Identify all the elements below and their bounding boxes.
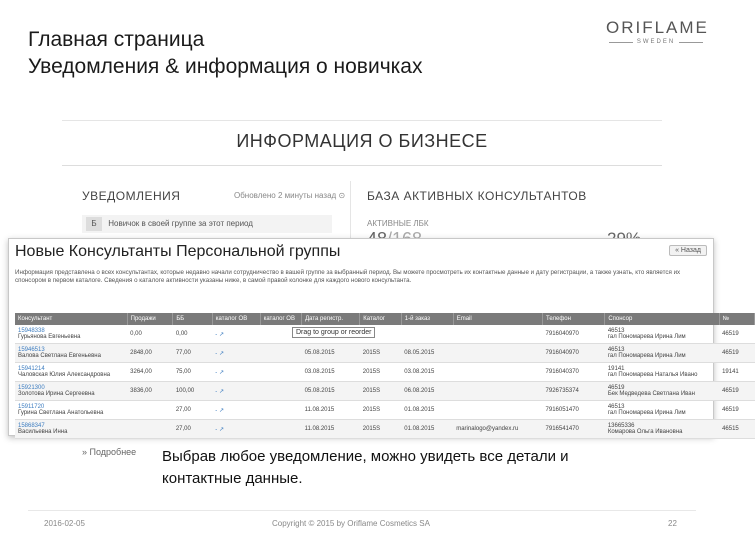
column-header[interactable]: каталог ОВ bbox=[260, 313, 302, 325]
active-base-title: БАЗА АКТИВНЫХ КОНСУЛЬТАНТОВ bbox=[367, 189, 587, 203]
table-cell: - ↗ bbox=[212, 363, 260, 382]
column-header[interactable]: Телефон bbox=[543, 313, 605, 325]
column-header[interactable]: Email bbox=[453, 313, 542, 325]
table-cell: 2848,00 bbox=[127, 344, 173, 363]
consultants-table bbox=[15, 313, 755, 439]
notification-item[interactable] bbox=[82, 215, 332, 233]
table-row[interactable] bbox=[15, 325, 755, 344]
table-cell: 7916541470 bbox=[543, 420, 605, 439]
caption-line1: Выбрав любое уведомление, можно увидеть все детали и bbox=[162, 448, 569, 465]
table-cell: 0,00 bbox=[127, 325, 173, 344]
table-cell: 46519 bbox=[719, 344, 754, 363]
table-cell: 01.08.2015 bbox=[401, 401, 453, 420]
consultant-cell[interactable]: 15948338 Гурьянова Евгеньевна bbox=[15, 325, 127, 344]
sponsor-cell: 46513 гал Пономарева Ирина Лим bbox=[605, 401, 719, 420]
table-header bbox=[15, 313, 755, 325]
column-header[interactable]: каталог ОВ bbox=[212, 313, 260, 325]
table-row[interactable] bbox=[15, 382, 755, 401]
table-cell: 11.08.2015 bbox=[302, 420, 360, 439]
table-cell: 03.08.2015 bbox=[302, 363, 360, 382]
table-cell: 01.08.2015 bbox=[401, 420, 453, 439]
table-row[interactable] bbox=[15, 363, 755, 382]
table-cell: 2015S bbox=[360, 382, 402, 401]
table-cell bbox=[260, 344, 302, 363]
table-cell bbox=[453, 401, 542, 420]
footer-date: 2016-02-05 bbox=[44, 519, 85, 528]
table-cell: 46515 bbox=[719, 420, 754, 439]
column-header[interactable]: Дата регистр. bbox=[302, 313, 360, 325]
table-cell: 7916051470 bbox=[543, 401, 605, 420]
notifications-updated: Обновлено 2 минуты назад ⊙ bbox=[234, 191, 346, 200]
table-cell bbox=[401, 325, 453, 344]
active-label: АКТИВНЫЕ ЛБК bbox=[367, 219, 429, 228]
table-cell: 7916040970 bbox=[543, 325, 605, 344]
page-number: 22 bbox=[668, 519, 677, 528]
table-body bbox=[15, 325, 755, 439]
table-cell: 77,00 bbox=[173, 344, 212, 363]
panel-title: Новые Консультанты Персональной группы bbox=[15, 243, 341, 260]
panel-description: Информация представлена о всех консультантах, которые недавно начали сотрудничество в вашей группе за выбранный период. Вы можете просмотреть их контактные данные и дату регистрации, а также узнать, кто является их спонсором в первом каталоге. Сведения о каталоге активности указаны ниже, в самой правой колонке для каждого нового консультанта. bbox=[15, 269, 681, 284]
table-cell: 46519 bbox=[719, 325, 754, 344]
consultant-cell[interactable]: 15911720 Гурина Светлана Анатольевна bbox=[15, 401, 127, 420]
table-cell: 2015S bbox=[360, 363, 402, 382]
table-cell bbox=[453, 382, 542, 401]
table-cell bbox=[260, 420, 302, 439]
table-cell bbox=[453, 363, 542, 382]
notification-badge: Б bbox=[86, 217, 102, 231]
divider bbox=[62, 165, 662, 166]
slide-title-line2: Уведомления & информация о новичках bbox=[28, 55, 423, 78]
slide-caption bbox=[162, 446, 569, 490]
table-cell: 19141 bbox=[719, 363, 754, 382]
column-header[interactable]: Каталог bbox=[360, 313, 402, 325]
consultant-cell[interactable]: 15946513 Валова Светлана Евгеньевна bbox=[15, 344, 127, 363]
drag-tooltip: Drag to group or reorder bbox=[292, 327, 375, 338]
consultant-cell[interactable]: 15921300 Золотова Ирина Сергеевна bbox=[15, 382, 127, 401]
table-cell: 0,00 bbox=[173, 325, 212, 344]
sponsor-cell: 46513 гал Пономарева Ирина Лим bbox=[605, 325, 719, 344]
table-cell: - ↗ bbox=[212, 420, 260, 439]
table-cell bbox=[260, 382, 302, 401]
table-cell: 27,00 bbox=[173, 401, 212, 420]
slide-title-line1: Главная страница bbox=[28, 28, 205, 51]
logo-sub: SWEDEN bbox=[606, 39, 706, 45]
table-cell: marinalogo@yandex.ru bbox=[453, 420, 542, 439]
logo-brand: ORIFLAME bbox=[606, 18, 709, 37]
table-cell: - ↗ bbox=[212, 382, 260, 401]
table-cell: - ↗ bbox=[212, 325, 260, 344]
table-row[interactable] bbox=[15, 420, 755, 439]
new-consultants-panel bbox=[8, 238, 739, 436]
help-icon: ⊙ bbox=[338, 191, 346, 200]
table-cell: 7916040370 bbox=[543, 363, 605, 382]
column-header[interactable]: Спонсор bbox=[605, 313, 719, 325]
business-heading: ИНФОРМАЦИЯ О БИЗНЕСЕ bbox=[236, 131, 488, 151]
table-row[interactable] bbox=[15, 344, 755, 363]
notification-text: Новичок в своей группе за этот период bbox=[108, 219, 253, 228]
footer-copyright: Copyright © 2015 by Oriflame Cosmetics SA bbox=[272, 519, 430, 528]
table-cell: 27,00 bbox=[173, 420, 212, 439]
table-cell: 11.08.2015 bbox=[302, 401, 360, 420]
table-cell: - ↗ bbox=[212, 344, 260, 363]
column-header[interactable]: Консультант bbox=[15, 313, 127, 325]
table-cell: 05.08.2015 bbox=[302, 382, 360, 401]
table-cell: 100,00 bbox=[173, 382, 212, 401]
consultant-cell[interactable]: 15941214 Чаловская Юлия Александровна bbox=[15, 363, 127, 382]
table-cell bbox=[127, 401, 173, 420]
table-cell bbox=[260, 363, 302, 382]
caption-line2: контактные данные. bbox=[162, 470, 303, 487]
table-cell: 03.08.2015 bbox=[401, 363, 453, 382]
table-cell: 2015S bbox=[360, 401, 402, 420]
slide-title bbox=[28, 26, 422, 80]
table-cell: 7916040970 bbox=[543, 344, 605, 363]
more-link[interactable]: » Подробнее bbox=[82, 447, 137, 457]
sponsor-cell: 13665336 Комарова Ольга Ивановна bbox=[605, 420, 719, 439]
table-cell: 46519 bbox=[719, 401, 754, 420]
table-cell: - ↗ bbox=[212, 401, 260, 420]
sponsor-cell: 19141 гал Пономарева Наталья Ивано bbox=[605, 363, 719, 382]
table-cell bbox=[453, 344, 542, 363]
table-cell bbox=[260, 401, 302, 420]
table-cell bbox=[127, 420, 173, 439]
table-cell: 7926735374 bbox=[543, 382, 605, 401]
table-cell: 2015S bbox=[360, 420, 402, 439]
sponsor-cell: 46513 гал Пономарева Ирина Лим bbox=[605, 344, 719, 363]
table-cell: 05.08.2015 bbox=[302, 344, 360, 363]
oriflame-logo bbox=[606, 18, 709, 45]
back-button[interactable]: « Назад bbox=[669, 245, 707, 256]
table-cell: 46519 bbox=[719, 382, 754, 401]
table-row[interactable] bbox=[15, 401, 755, 420]
sponsor-cell: 46519 Бек Медведева Светлана Иван bbox=[605, 382, 719, 401]
footer-divider bbox=[28, 510, 696, 511]
table-cell: 08.05.2015 bbox=[401, 344, 453, 363]
column-header[interactable]: ББ bbox=[173, 313, 212, 325]
table-cell: 75,00 bbox=[173, 363, 212, 382]
column-header[interactable]: 1-й заказ bbox=[401, 313, 453, 325]
table-cell: 2015S bbox=[360, 344, 402, 363]
consultant-cell[interactable]: 15868347 Васильевна Инна bbox=[15, 420, 127, 439]
table-cell: 3836,00 bbox=[127, 382, 173, 401]
table-cell: 06.08.2015 bbox=[401, 382, 453, 401]
column-header[interactable]: Продажи bbox=[127, 313, 173, 325]
table-cell bbox=[453, 325, 542, 344]
column-header[interactable]: № bbox=[719, 313, 754, 325]
table-cell: 3264,00 bbox=[127, 363, 173, 382]
notifications-title: УВЕДОМЛЕНИЯ bbox=[82, 189, 181, 203]
